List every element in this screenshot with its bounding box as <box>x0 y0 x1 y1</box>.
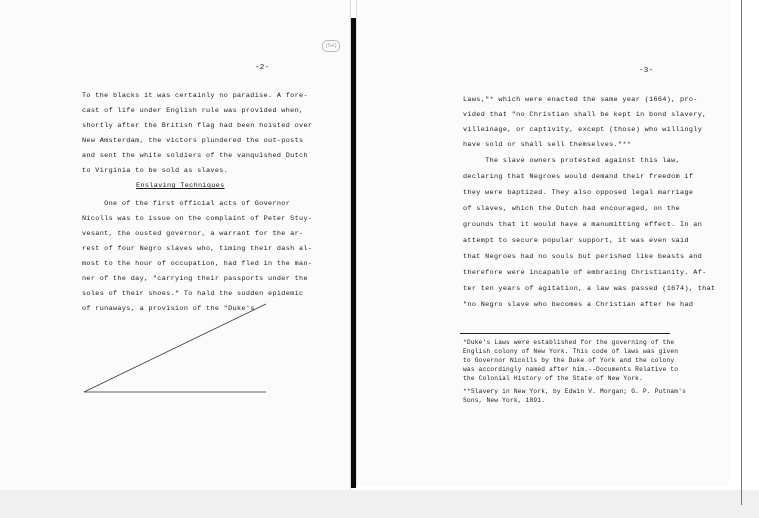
footnote-line: **Slavery in New York, by Edwin V. Morgan; G. P. Putnam's <box>463 388 687 395</box>
text-line: of runaways, a provision of the "Duke's <box>82 305 255 313</box>
text-line: villeinage, or captivity, except (those) who willingly <box>463 126 703 134</box>
text-line: that Negroes had no souls but perished like beasts and <box>463 253 703 261</box>
text-line: Laws,"* which were enacted the same year (1664), pro- <box>463 96 698 104</box>
text-line: The slave owners protested against this law, <box>463 157 681 165</box>
text-line: most to the hour of occupation, had fled in the man- <box>82 260 313 268</box>
right-page <box>356 0 729 486</box>
footnote-line: English colony of New York. This code of laws was given <box>463 348 679 355</box>
page-edge <box>741 0 742 505</box>
text-line: they were baptized. They also opposed legal marriage <box>463 189 694 197</box>
page-number: -2- <box>255 64 270 72</box>
text-line: have sold or shall sell themselves."** <box>463 141 632 149</box>
text-line: attempt to secure popular support, it was even said <box>463 237 689 245</box>
text-line: soles of their shoes." To hald the sudden epidemic <box>82 290 304 298</box>
footnote-line: to Governor Nicolls by the Duke of York and the colony <box>463 357 675 364</box>
text-line: To the blacks it was certainly no paradise. A fore- <box>82 92 308 100</box>
footnote-line: Sons, New York, 1891. <box>463 397 546 404</box>
text-line: and sent the white soldiers of the vanquished Dutch <box>82 152 308 160</box>
text-line: vesant, the ousted governor, a warrant for the ar- <box>82 230 304 238</box>
text-line: to Virginia to be sold as slaves. <box>82 167 229 175</box>
text-line: "no Negro slave who becomes a Christian after he had <box>463 301 694 309</box>
text-line: therefore were incapable of embracing Christianity. Af- <box>463 269 707 277</box>
page-stamp: (54) <box>322 40 340 52</box>
text-line: ner of the day, "carrying their passports under the <box>82 275 308 283</box>
text-line: grounds that it would have a manumitting effect. In an <box>463 221 703 229</box>
left-page <box>0 0 351 490</box>
text-line: ter ten years of agitation, a law was passed (1674), that <box>463 285 716 293</box>
text-line: shortly after the British flag had been hoisted over <box>82 122 313 130</box>
footnote-line: the Colonial History of the State of New York. <box>463 375 644 382</box>
text-line: One of the first official acts of Governor <box>82 200 291 208</box>
text-line: New Amsterdam, the victors plundered the out-posts <box>82 137 304 145</box>
text-line: Nicolls was to issue on the complaint of Peter Stuy- <box>82 215 313 223</box>
footnote-line: *Duke's Laws were established for the governing of the <box>463 339 675 346</box>
text-line: declaring that Negroes would demand their freedom if <box>463 173 694 181</box>
scan-background <box>0 490 759 518</box>
text-line: cast of life under English rule was provided when, <box>82 107 304 115</box>
text-line: rest of four Negro slaves who, timing their dash al- <box>82 245 313 253</box>
text-line: vided that "no Christian shall be kept in bond slavery, <box>463 111 707 119</box>
footnote-rule <box>460 333 670 334</box>
section-heading: Enslaving Techniques <box>136 182 225 190</box>
text-line: of slaves, which the Dutch had encouraged, on the <box>463 205 681 213</box>
footnote-line: was accordingly named after him.--Documents Relative to <box>463 366 679 373</box>
end-of-page-slash-mark <box>0 0 350 490</box>
page-number: -3- <box>639 67 654 75</box>
